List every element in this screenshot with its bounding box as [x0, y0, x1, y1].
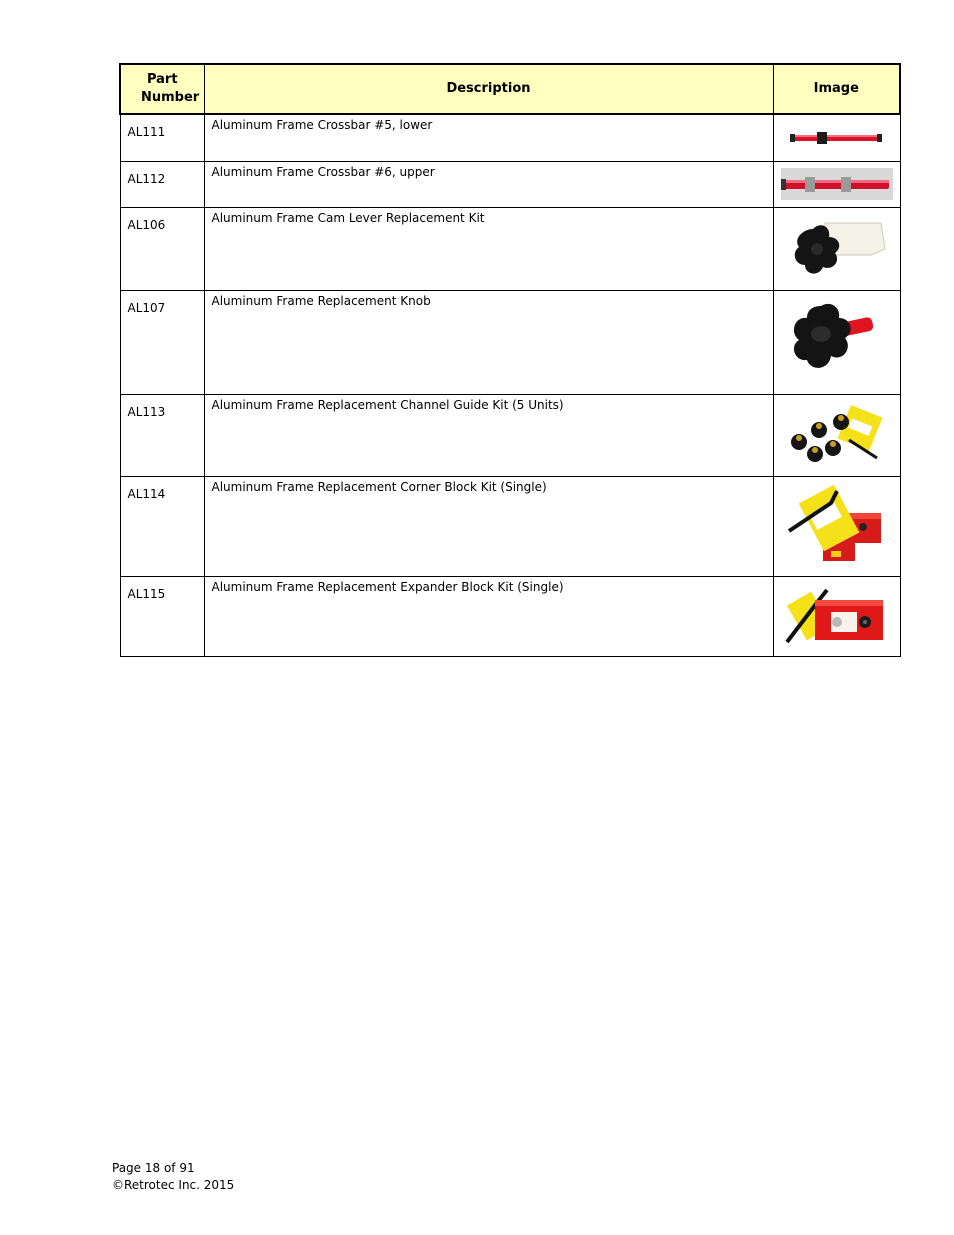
description-cell: Aluminum Frame Crossbar #6, upper — [204, 161, 773, 207]
header-description: Description — [204, 64, 773, 114]
image-cell — [773, 576, 900, 656]
description-cell: Aluminum Frame Crossbar #5, lower — [204, 114, 773, 161]
header-part-number: Part Number — [120, 64, 204, 114]
expander-block-kit-icon — [785, 582, 889, 650]
description-cell: Aluminum Frame Cam Lever Replacement Kit — [204, 207, 773, 290]
table-row — [120, 114, 900, 161]
part-number-cell: AL107 — [120, 290, 204, 394]
part-number-cell: AL111 — [120, 114, 204, 161]
description-cell: Aluminum Frame Replacement Corner Block Kit (Single) — [204, 476, 773, 576]
copyright-notice: ©Retrotec Inc. 2015 — [112, 1178, 235, 1192]
description-cell: Aluminum Frame Replacement Knob — [204, 290, 773, 394]
header-image: Image — [773, 64, 900, 114]
channel-guide-kit-icon — [785, 400, 889, 470]
table-row — [120, 576, 900, 656]
part-number-cell: AL115 — [120, 576, 204, 656]
table-row — [120, 290, 900, 394]
corner-block-kit-icon — [785, 483, 889, 569]
image-cell — [773, 207, 900, 290]
description-cell: Aluminum Frame Replacement Expander Block Kit (Single) — [204, 576, 773, 656]
parts-table — [119, 63, 901, 657]
table-row — [120, 476, 900, 576]
table-row — [120, 161, 900, 207]
table-header-row — [120, 64, 900, 114]
image-cell — [773, 290, 900, 394]
page-number: Page 18 of 91 — [112, 1161, 195, 1175]
part-number-cell: AL114 — [120, 476, 204, 576]
part-number-cell: AL106 — [120, 207, 204, 290]
image-cell — [773, 476, 900, 576]
part-number-cell: AL112 — [120, 161, 204, 207]
image-cell — [773, 394, 900, 476]
crossbar-lower-icon — [787, 128, 887, 148]
crossbar-upper-icon — [781, 168, 893, 200]
image-cell — [773, 161, 900, 207]
table-row — [120, 394, 900, 476]
table-row — [120, 207, 900, 290]
image-cell — [773, 114, 900, 161]
part-number-cell: AL113 — [120, 394, 204, 476]
cam-lever-icon — [785, 213, 889, 285]
description-cell: Aluminum Frame Replacement Channel Guide Kit (5 Units) — [204, 394, 773, 476]
knob-icon — [785, 298, 889, 386]
page-footer — [112, 1160, 234, 1194]
